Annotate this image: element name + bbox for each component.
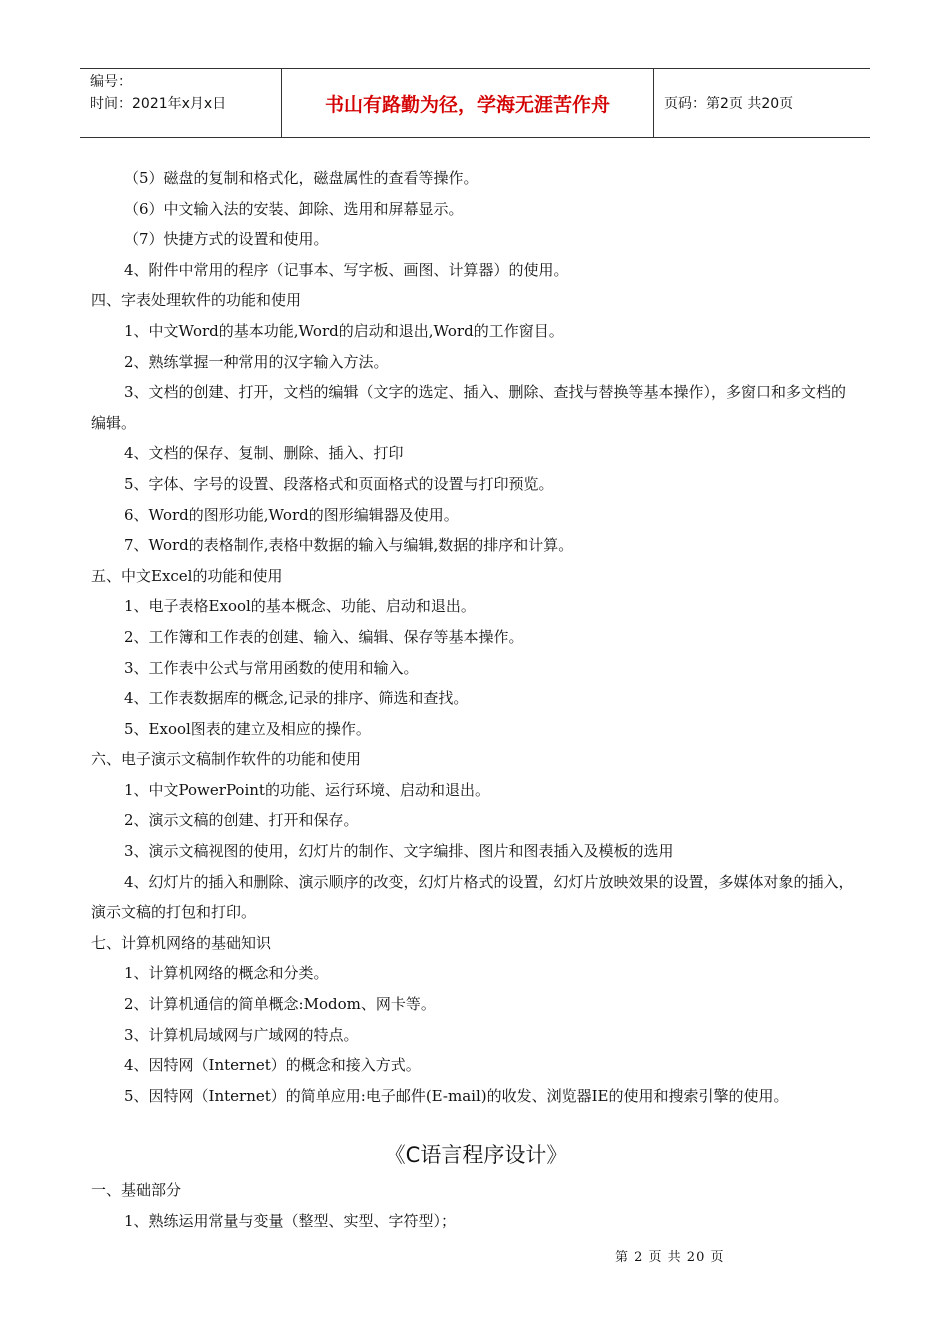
list-item: 2、计算机通信的简单概念:Modom、网卡等。 [124,995,436,1014]
header-page-info: 页码：第2页 共20页 [664,96,794,112]
page-footer: 第 2 页 共 20 页 [615,1250,725,1265]
list-item: 4、附件中常用的程序（记事本、写字板、画图、计算器）的使用。 [124,260,569,279]
list-item: 5、Exool图表的建立及相应的操作。 [124,719,371,738]
section-heading: 六、电子演示文稿制作软件的功能和使用 [91,750,362,769]
list-item: 2、演示文稿的创建、打开和保存。 [124,811,359,830]
list-item: 4、文档的保存、复制、删除、插入、打印 [124,444,404,463]
section-title: 《C语言程序设计》 [384,1143,568,1168]
c-language-section [91,1175,861,1236]
list-item: 4、因特网（Internet）的概念和接入方式。 [124,1056,421,1075]
list-item: 1、电子表格Exool的基本概念、功能、启动和退出。 [124,597,476,616]
section-heading: 一、基础部分 [91,1181,182,1200]
page-header [80,68,870,138]
list-item: 7、Word的表格制作,表格中数据的输入与编辑,数据的排序和计算。 [124,536,574,555]
header-motto: 书山有路勤为径，学海无涯苦作舟 [282,69,654,137]
list-item: 1、中文Word的基本功能,Word的启动和退出,Word的工作窗目。 [124,321,564,340]
list-item: 3、文档的创建、打开，文档的编辑（文字的选定、插入、删除、查找与替换等基本操作），多窗口和多文档的编辑。 [91,383,847,432]
list-item: 1、中文PowerPoint的功能、运行环境、启动和退出。 [124,780,490,799]
document-body [91,163,861,1237]
list-item: 4、工作表数据库的概念,记录的排序、筛选和查找。 [124,689,469,708]
list-item: 6、Word的图形功能,Word的图形编辑器及使用。 [124,505,459,524]
list-item: 2、熟练掌握一种常用的汉字输入方法。 [124,352,389,371]
section-heading: 五、中文Excel的功能和使用 [91,566,283,585]
time-label: 时间：2021年x月x日 [90,96,227,112]
list-item: （7）快捷方式的设置和使用。 [124,230,329,249]
header-meta [80,69,282,137]
outline-section [91,163,861,1111]
list-item: （5）磁盘的复制和格式化，磁盘属性的查看等操作。 [124,169,479,187]
list-item: 5、因特网（Internet）的简单应用:电子邮件(E-mail)的收发、浏览器IE的使用和搜索引擎的使用。 [124,1086,789,1105]
list-item: （6）中文输入法的安装、卸除、选用和屏幕显示。 [124,199,464,218]
list-item: 3、计算机局域网与广域网的特点。 [124,1025,359,1044]
list-item: 1、熟练运用常量与变量（整型、实型、字符型）； [124,1212,457,1230]
section-heading: 七、计算机网络的基础知识 [91,933,272,952]
number-label: 编号： [90,74,132,90]
list-item: 3、演示文稿视图的使用，幻灯片的制作、文字编排、图片和图表插入及模板的选用 [124,842,674,861]
list-item: 3、工作表中公式与常用函数的使用和输入。 [124,658,419,677]
list-item: 5、字体、字号的设置、段落格式和页面格式的设置与打印预览。 [124,474,554,493]
list-item: 2、工作簿和工作表的创建、输入、编辑、保存等基本操作。 [124,627,524,646]
section-heading: 四、字表处理软件的功能和使用 [91,291,302,310]
list-item: 1、计算机网络的概念和分类。 [124,964,329,983]
list-item: 4、幻灯片的插入和删除、演示顺序的改变，幻灯片格式的设置，幻灯片放映效果的设置，多媒体对象的插入，演示文稿的打包和打印。 [91,872,854,922]
